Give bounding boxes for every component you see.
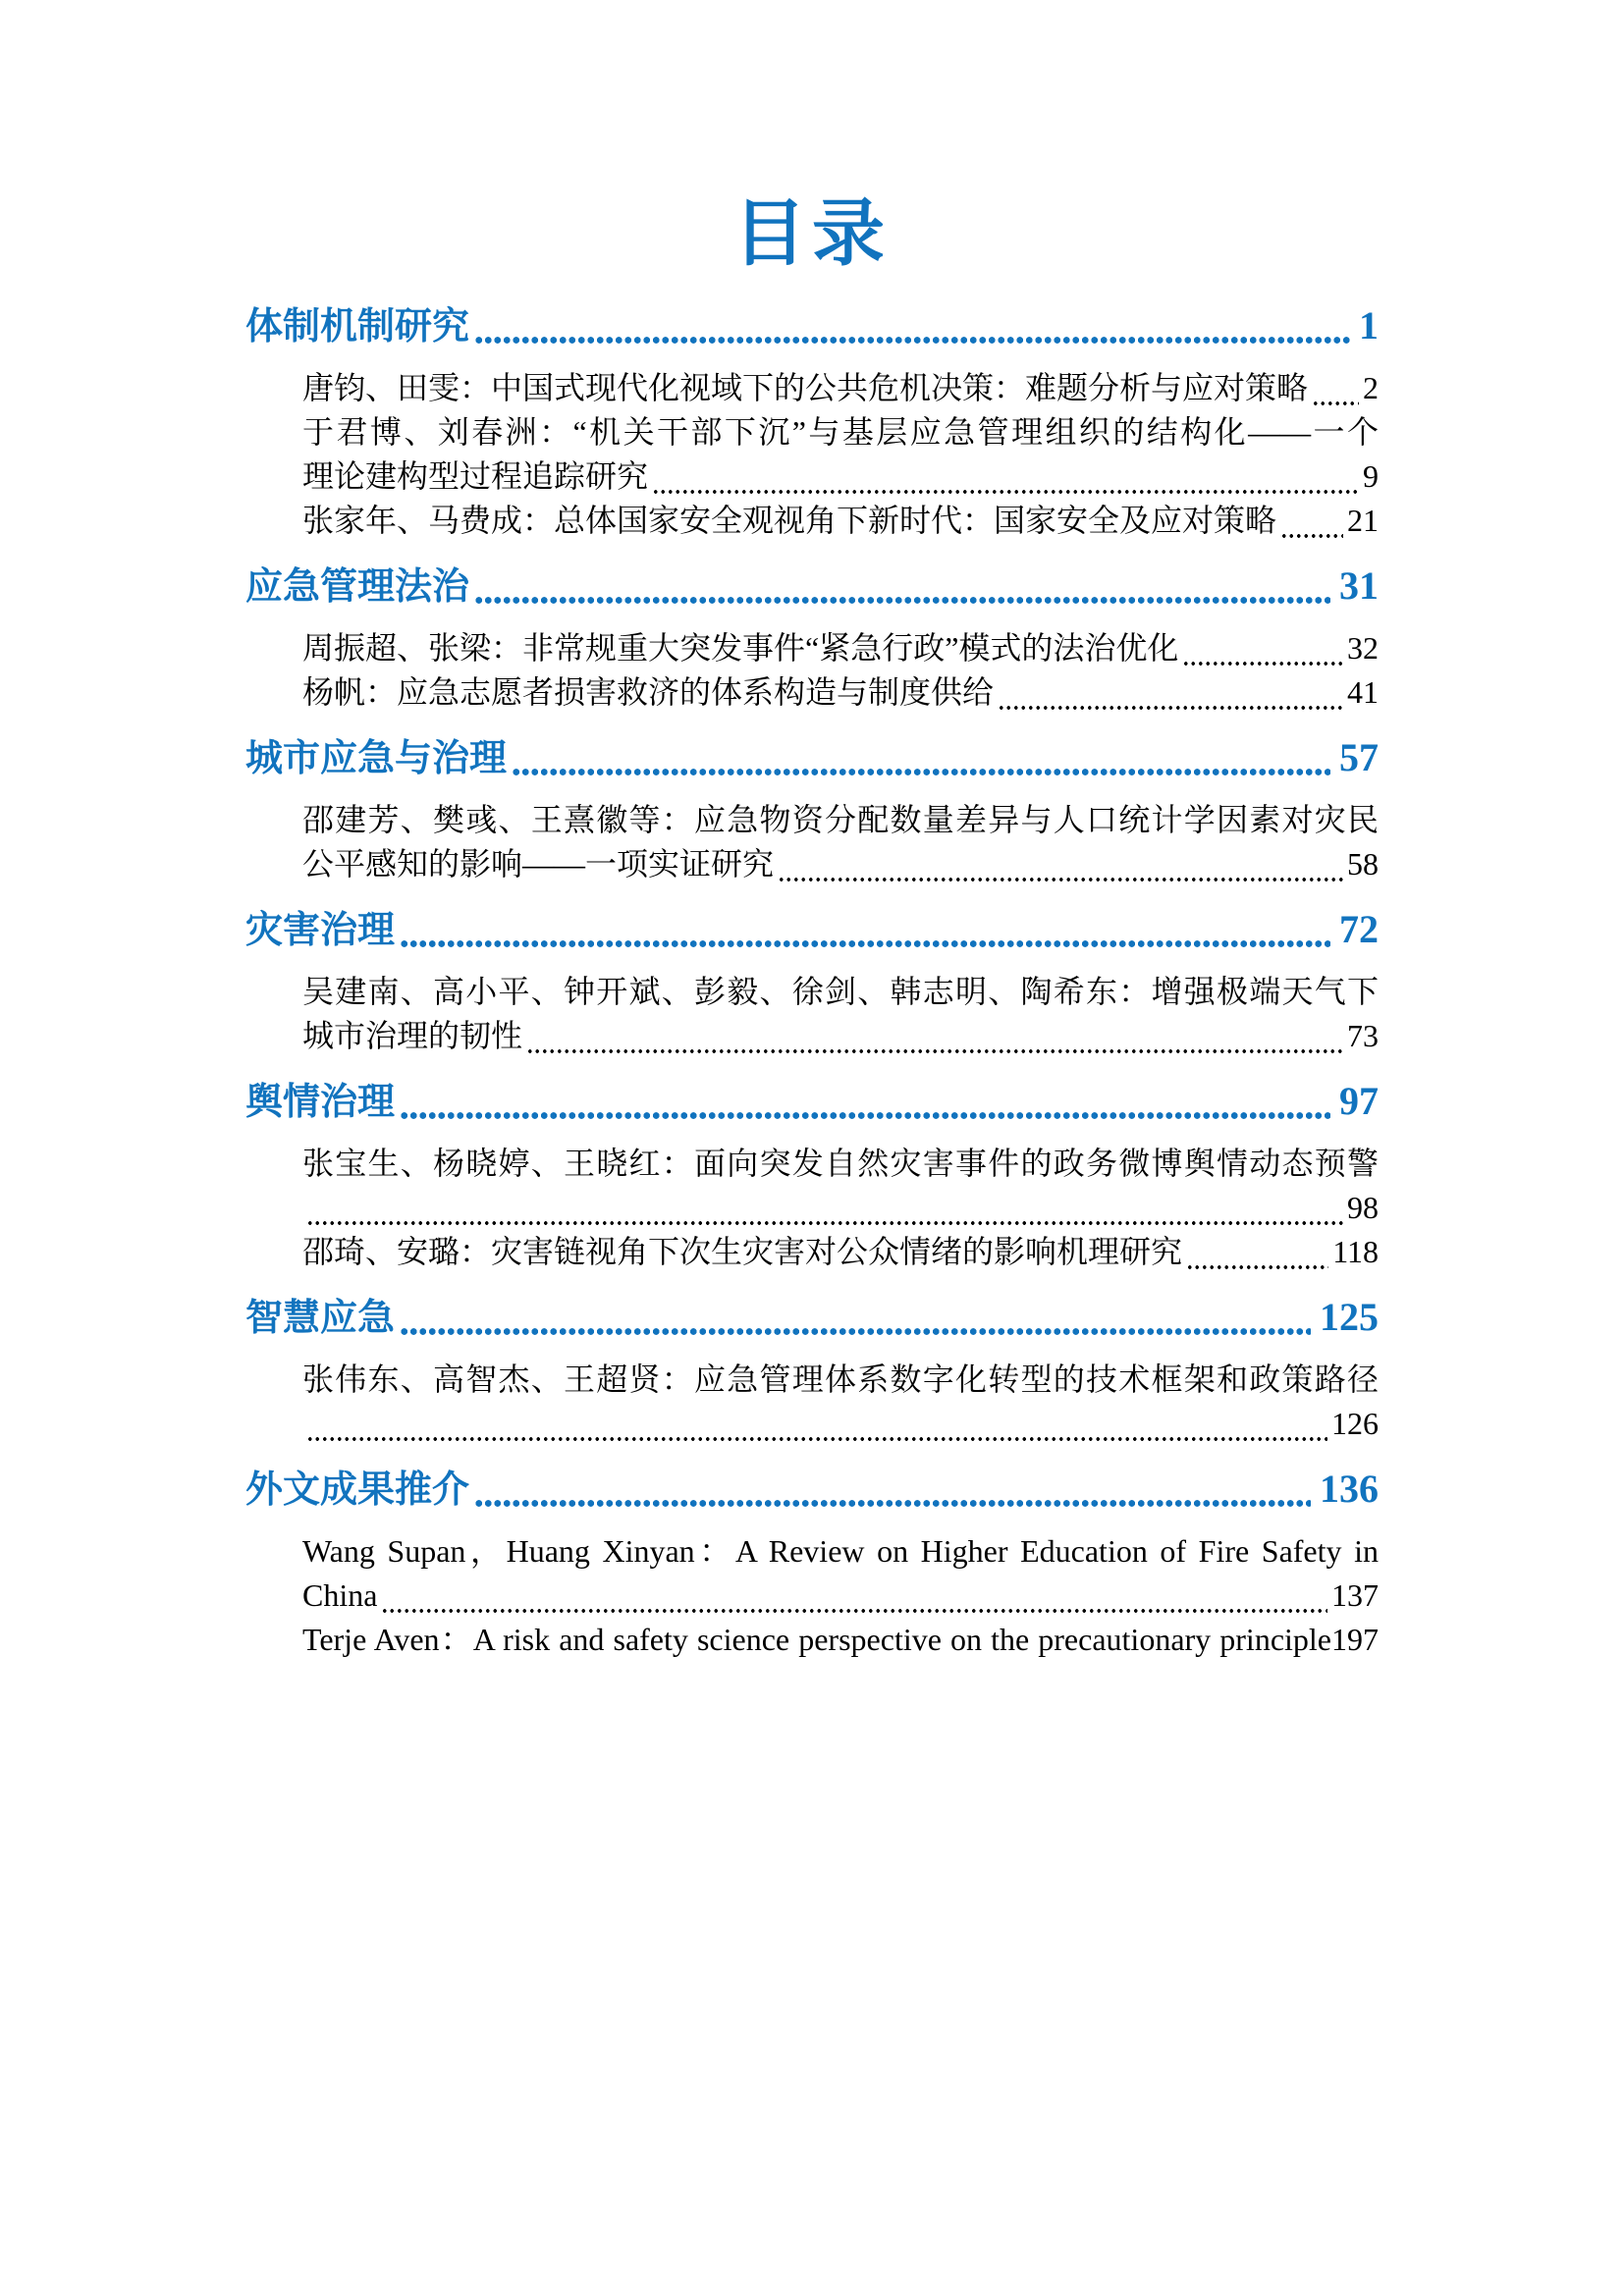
entry-text: Wang Supan，Huang Xinyan：A Review on Higher Education of Fire Safety in: [302, 1533, 1379, 1569]
toc-entry-line: [302, 366, 1379, 410]
dot-leader: [474, 597, 1330, 604]
toc-section: [245, 906, 1379, 1058]
entry-page-number: 58: [1347, 846, 1379, 881]
dot-leader: [652, 490, 1359, 494]
toc-entry-line: [302, 1529, 1379, 1574]
dot-leader: [400, 1112, 1330, 1119]
entry-page-number: 2: [1363, 370, 1379, 405]
toc-entry[interactable]: [245, 410, 1379, 499]
toc-entry-line: [302, 499, 1379, 543]
toc-entry-line: [302, 970, 1379, 1014]
toc-section: [245, 1294, 1379, 1446]
section-page-number: 31: [1339, 563, 1379, 608]
toc-entry-line: [302, 626, 1379, 670]
toc-entry[interactable]: [245, 626, 1379, 670]
dot-leader: [1312, 401, 1359, 405]
section-page-number: 1: [1359, 303, 1379, 347]
toc-entry[interactable]: [245, 798, 1379, 886]
entry-text: 唐钧、田雯：中国式现代化视域下的公共危机决策：难题分析与应对策略: [302, 370, 1309, 405]
toc-section: [245, 1466, 1379, 1662]
toc-entry[interactable]: [245, 970, 1379, 1058]
entry-page-number: 98: [1347, 1190, 1379, 1225]
dot-leader: [778, 878, 1343, 881]
dot-leader: [474, 337, 1350, 344]
entry-text: 邵建芳、樊彧、王熹徽等：应急物资分配数量差异与人口统计学因素对灾民: [302, 802, 1379, 837]
section-title: 智慧应急: [245, 1298, 396, 1339]
toc-entry-line: [302, 410, 1379, 454]
entry-page-number: 197: [1331, 1622, 1379, 1657]
toc-entry[interactable]: [245, 499, 1379, 543]
section-title: 应急管理法治: [245, 566, 470, 608]
toc-entry-line: [302, 1014, 1379, 1058]
section-page-number: 97: [1339, 1079, 1379, 1123]
section-page-number: 57: [1339, 735, 1379, 779]
toc-section-heading[interactable]: [245, 1078, 1379, 1126]
dot-leader: [512, 769, 1330, 775]
section-page-number: 125: [1320, 1295, 1379, 1339]
entry-page-number: 118: [1332, 1234, 1379, 1269]
toc-entry-line: [302, 1574, 1379, 1618]
toc-section-heading[interactable]: [245, 302, 1379, 350]
toc-entry[interactable]: [245, 1358, 1379, 1446]
entry-text: 理论建构型过程追踪研究: [302, 458, 649, 494]
toc-entry[interactable]: [245, 670, 1379, 715]
toc-entry-line: [302, 842, 1379, 886]
entry-text: China: [302, 1577, 378, 1613]
toc-section: [245, 1078, 1379, 1274]
toc-entry-line: [302, 1142, 1379, 1186]
entry-page-number: 41: [1347, 674, 1379, 710]
toc-section-heading[interactable]: [245, 1466, 1379, 1514]
section-title: 灾害治理: [245, 910, 396, 951]
toc-section: [245, 734, 1379, 886]
entry-text: Terje Aven：A risk and safety science perspective on the precautionary principle: [302, 1622, 1331, 1657]
dot-leader: [998, 706, 1343, 710]
entry-text: 于君博、刘春洲：“机关干部下沉”与基层应急管理组织的结构化——一个: [302, 414, 1379, 450]
toc-entry[interactable]: [245, 1142, 1379, 1230]
entry-text: 吴建南、高小平、钟开斌、彭毅、徐剑、韩志明、陶希东：增强极端天气下: [302, 974, 1379, 1009]
entry-text: 张家年、马费成：总体国家安全观视角下新时代：国家安全及应对策略: [302, 503, 1277, 538]
entry-page-number: 137: [1331, 1577, 1379, 1613]
toc-section-heading[interactable]: [245, 906, 1379, 954]
toc-section-heading[interactable]: [245, 734, 1379, 782]
page-title: 目录: [733, 192, 891, 274]
entry-text: 公平感知的影响——一项实证研究: [302, 846, 775, 881]
dot-leader: [526, 1049, 1343, 1053]
toc-entry-line: [302, 1402, 1379, 1446]
toc-entry[interactable]: [245, 366, 1379, 410]
entry-page-number: 9: [1363, 458, 1379, 494]
section-title: 体制机制研究: [245, 306, 470, 347]
toc-entry-line: [302, 1618, 1379, 1662]
entry-text: 杨帆：应急志愿者损害救济的体系构造与制度供给: [302, 674, 995, 710]
dot-leader: [400, 940, 1330, 947]
toc: [245, 302, 1379, 1662]
entry-page-number: 126: [1331, 1406, 1379, 1441]
section-title: 舆情治理: [245, 1082, 396, 1123]
entry-text: 张宝生、杨晓婷、王晓红：面向突发自然灾害事件的政务微博舆情动态预警: [302, 1146, 1379, 1181]
entry-text: 张伟东、高智杰、王超贤：应急管理体系数字化转型的技术框架和政策路径: [302, 1362, 1379, 1397]
toc-section: [245, 302, 1379, 543]
entry-page-number: 73: [1347, 1018, 1379, 1053]
entry-page-number: 21: [1347, 503, 1379, 538]
toc-entry-line: [302, 454, 1379, 499]
toc-entry-line: [302, 1186, 1379, 1230]
entry-text: 城市治理的韧性: [302, 1018, 523, 1053]
entry-page-number: 32: [1347, 630, 1379, 666]
dot-leader: [1186, 1265, 1328, 1269]
dot-leader: [400, 1328, 1311, 1335]
entry-text: 周振超、张梁：非常规重大突发事件“紧急行政”模式的法治优化: [302, 630, 1179, 666]
dot-leader: [1182, 662, 1343, 666]
dot-leader: [474, 1500, 1311, 1507]
section-title: 城市应急与治理: [245, 738, 508, 779]
dot-leader: [306, 1221, 1343, 1225]
section-title: 外文成果推介: [245, 1469, 470, 1511]
toc-section-heading[interactable]: [245, 562, 1379, 611]
dot-leader: [306, 1437, 1327, 1441]
dot-leader: [381, 1609, 1327, 1613]
dot-leader: [1280, 534, 1343, 538]
section-page-number: 136: [1320, 1467, 1379, 1511]
toc-section-heading[interactable]: [245, 1294, 1379, 1342]
section-page-number: 72: [1339, 907, 1379, 951]
toc-entry[interactable]: [245, 1230, 1379, 1274]
toc-entry[interactable]: [245, 1529, 1379, 1618]
toc-section: [245, 562, 1379, 715]
toc-entry-line: [302, 670, 1379, 715]
toc-entry[interactable]: [245, 1618, 1379, 1662]
toc-entry-line: [302, 1358, 1379, 1402]
toc-entry-line: [302, 798, 1379, 842]
entry-text: 邵琦、安璐：灾害链视角下次生灾害对公众情绪的影响机理研究: [302, 1234, 1183, 1269]
toc-entry-line: [302, 1230, 1379, 1274]
